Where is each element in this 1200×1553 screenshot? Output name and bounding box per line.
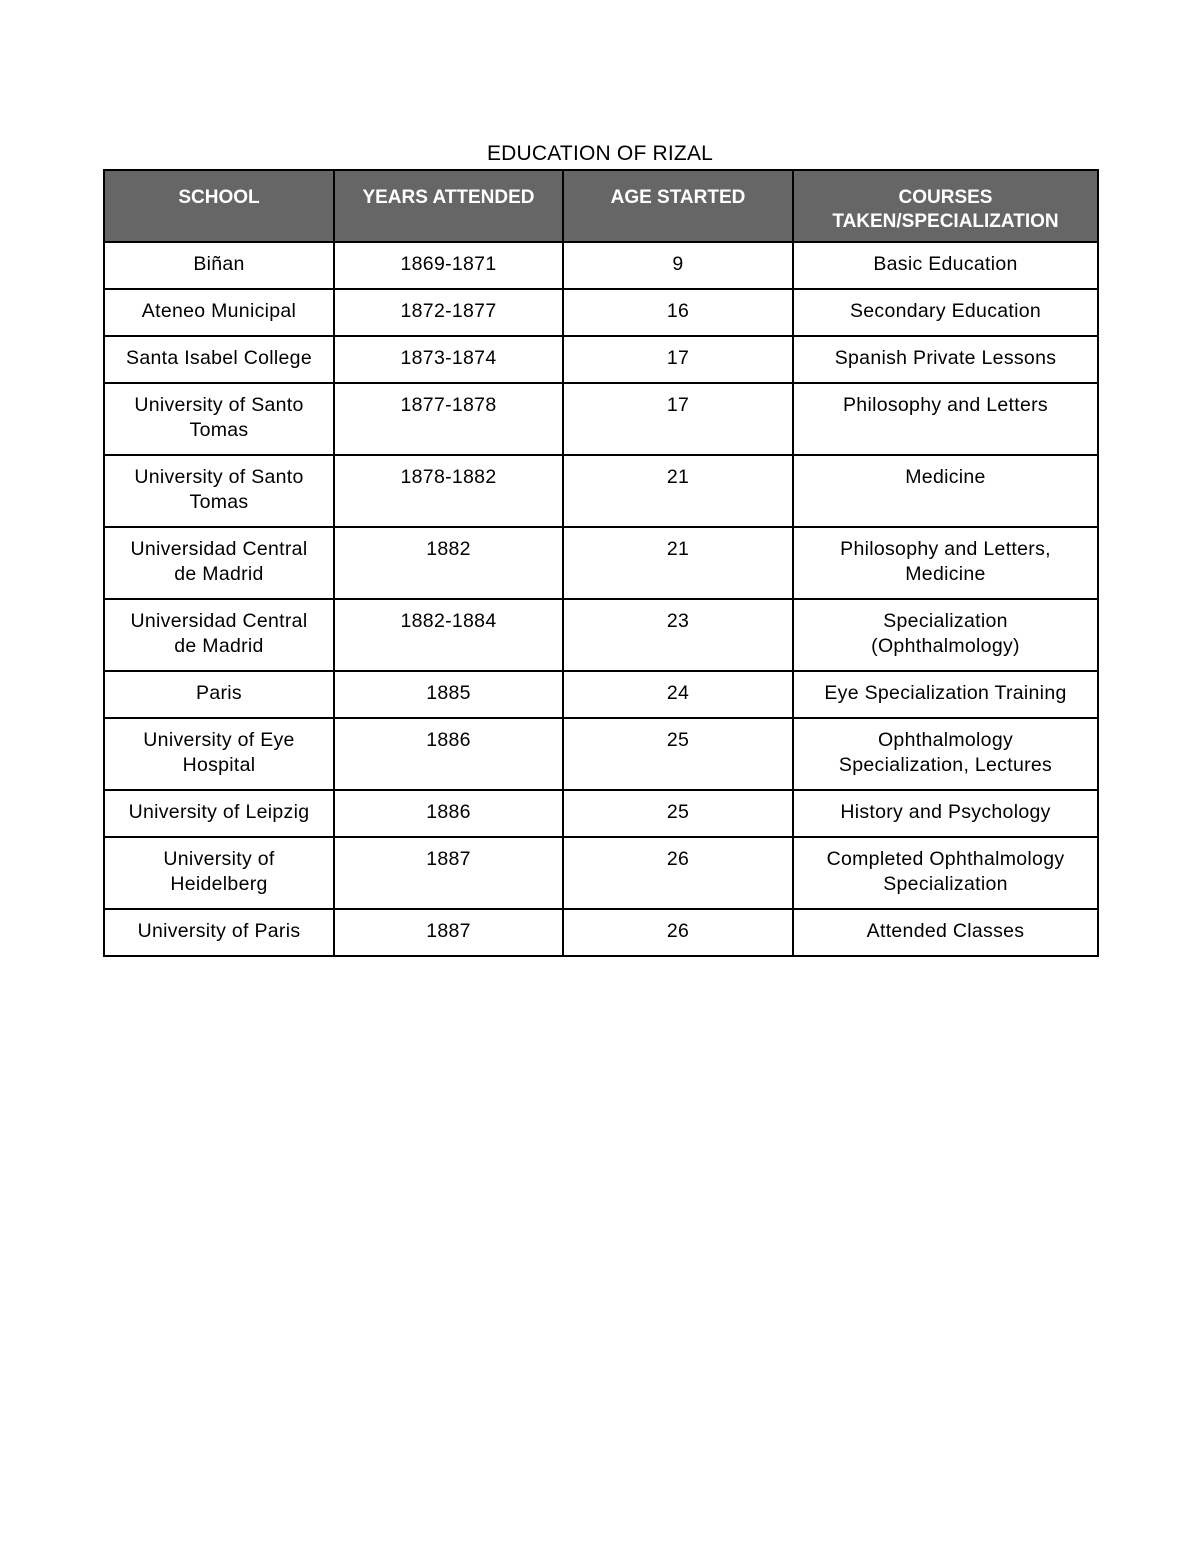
header-school: SCHOOL [104, 170, 334, 242]
table-row [104, 527, 1098, 599]
table-header-row [104, 170, 1098, 242]
cell-age: 17 [563, 336, 793, 383]
table-row [104, 909, 1098, 956]
cell-school: Biñan [104, 242, 334, 289]
cell-years: 1886 [334, 790, 563, 837]
cell-courses: Medicine [793, 455, 1098, 527]
cell-school: University of Leipzig [104, 790, 334, 837]
education-table [103, 169, 1099, 957]
cell-age: 25 [563, 718, 793, 790]
cell-courses: Attended Classes [793, 909, 1098, 956]
table-row [104, 455, 1098, 527]
cell-years: 1878-1882 [334, 455, 563, 527]
table-row [104, 671, 1098, 718]
header-age-started: AGE STARTED [563, 170, 793, 242]
table-row [104, 718, 1098, 790]
cell-age: 24 [563, 671, 793, 718]
table-row [104, 289, 1098, 336]
cell-courses: Eye Specialization Training [793, 671, 1098, 718]
cell-school: Universidad Central de Madrid [104, 599, 334, 671]
cell-age: 21 [563, 455, 793, 527]
cell-school: Paris [104, 671, 334, 718]
cell-courses: Spanish Private Lessons [793, 336, 1098, 383]
cell-years: 1887 [334, 837, 563, 909]
cell-years: 1885 [334, 671, 563, 718]
cell-school: Universidad Central de Madrid [104, 527, 334, 599]
cell-years: 1887 [334, 909, 563, 956]
cell-years: 1882-1884 [334, 599, 563, 671]
cell-courses: Philosophy and Letters [793, 383, 1098, 455]
cell-school: Santa Isabel College [104, 336, 334, 383]
cell-courses: Ophthalmology Specialization, Lectures [793, 718, 1098, 790]
cell-school: University of Santo Tomas [104, 383, 334, 455]
cell-age: 9 [563, 242, 793, 289]
cell-age: 26 [563, 909, 793, 956]
cell-age: 16 [563, 289, 793, 336]
cell-age: 25 [563, 790, 793, 837]
page-title: EDUCATION OF RIZAL [486, 142, 714, 165]
cell-age: 26 [563, 837, 793, 909]
cell-age: 21 [563, 527, 793, 599]
header-years-attended: YEARS ATTENDED [334, 170, 563, 242]
cell-years: 1886 [334, 718, 563, 790]
table-row [104, 242, 1098, 289]
cell-years: 1872-1877 [334, 289, 563, 336]
header-courses: COURSES TAKEN/SPECIALIZATION [793, 170, 1098, 242]
cell-courses: Specialization (Ophthalmology) [793, 599, 1098, 671]
table-row [104, 383, 1098, 455]
cell-courses: History and Psychology [793, 790, 1098, 837]
cell-school: University of Heidelberg [104, 837, 334, 909]
cell-years: 1882 [334, 527, 563, 599]
cell-courses: Philosophy and Letters, Medicine [793, 527, 1098, 599]
table-row [104, 790, 1098, 837]
cell-years: 1877-1878 [334, 383, 563, 455]
cell-years: 1869-1871 [334, 242, 563, 289]
cell-courses: Completed Ophthalmology Specialization [793, 837, 1098, 909]
cell-school: University of Eye Hospital [104, 718, 334, 790]
cell-age: 23 [563, 599, 793, 671]
cell-age: 17 [563, 383, 793, 455]
cell-school: University of Paris [104, 909, 334, 956]
table-row [104, 336, 1098, 383]
table-row [104, 837, 1098, 909]
cell-school: University of Santo Tomas [104, 455, 334, 527]
cell-courses: Basic Education [793, 242, 1098, 289]
cell-years: 1873-1874 [334, 336, 563, 383]
table-row [104, 599, 1098, 671]
cell-courses: Secondary Education [793, 289, 1098, 336]
cell-school: Ateneo Municipal [104, 289, 334, 336]
